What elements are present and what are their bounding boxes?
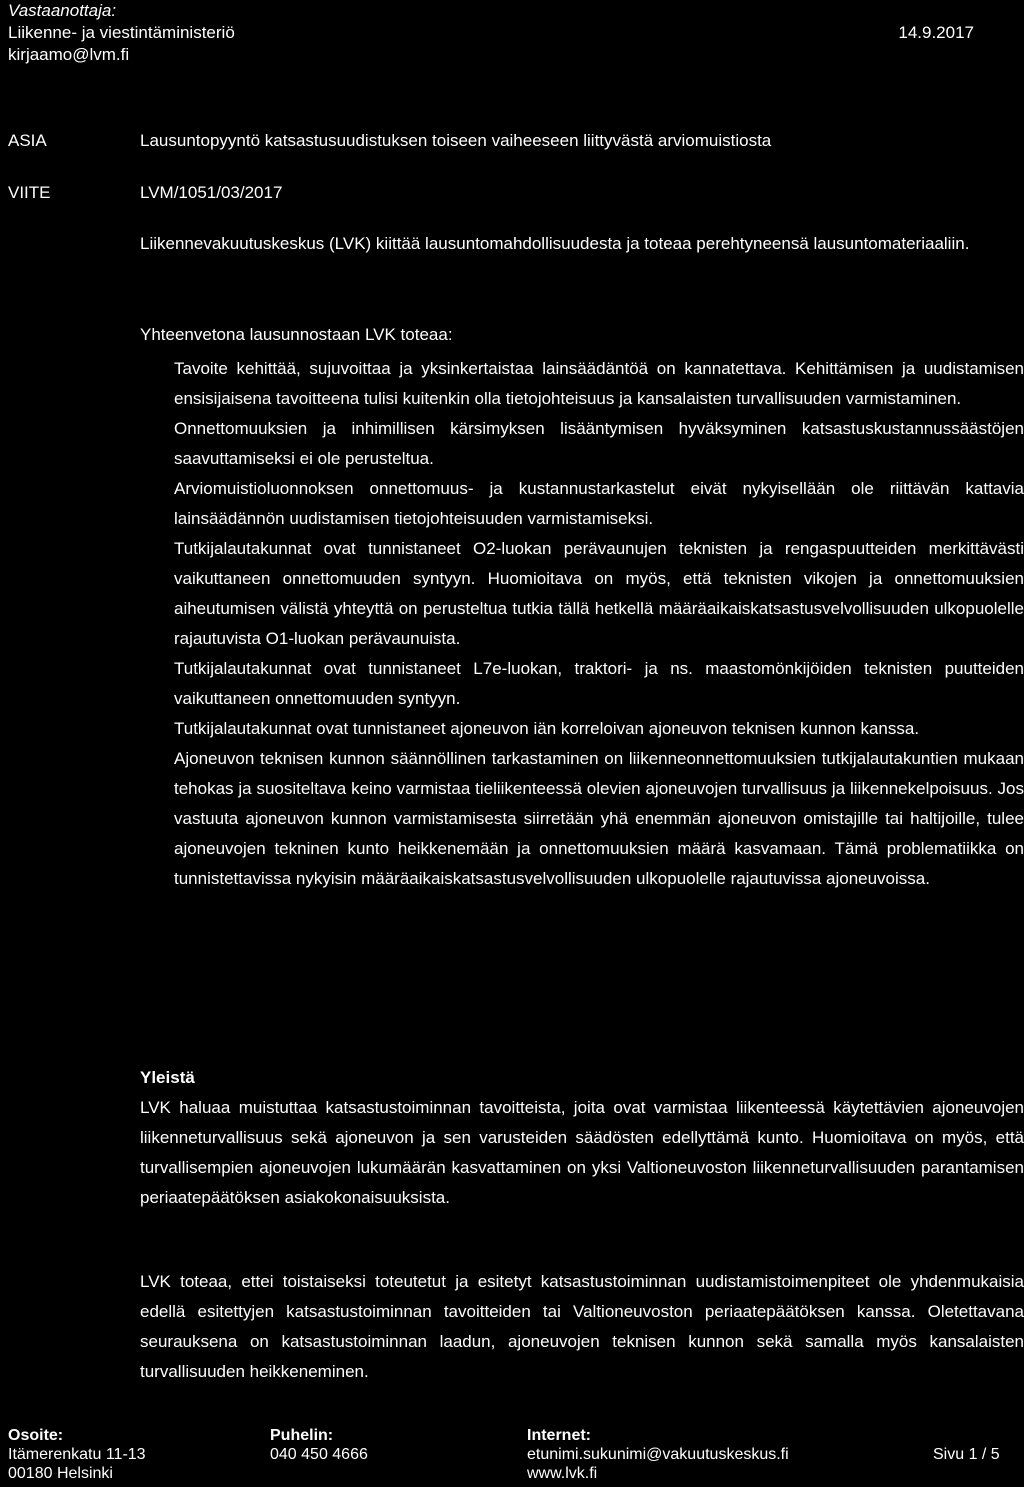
- recipient-block: [8, 0, 235, 66]
- section-heading: Yleistä: [140, 1068, 195, 1087]
- summary-point: Tavoite kehittää, sujuvoittaa ja yksinkertaistaa lainsäädäntöä on kannatettava. Kehittämisen ja uudistamisen ensisijaisena tavoitteena tulisi kuitenkin olla tietojohteisuus ja kansalaisten turvallisuuden varmistaminen.: [174, 359, 1024, 408]
- footer-internet: [527, 1426, 789, 1483]
- recipient-name: Liikenne- ja viestintäministeriö: [8, 23, 235, 42]
- summary-point: Tutkijalautakunnat ovat tunnistaneet ajoneuvon iän korreloivan ajoneuvon teknisen kunnon kanssa.: [174, 719, 920, 738]
- asia-value: Lausuntopyyntö katsastusuudistuksen toiseen vaiheeseen liittyvästä arviomuistiosta: [140, 131, 772, 150]
- address-line: 00180 Helsinki: [8, 1465, 113, 1482]
- summary-points: [174, 354, 1024, 894]
- summary-point: Ajoneuvon teknisen kunnon säännöllinen tarkastaminen on liikenneonnettomuuksien tutkijalautakuntien mukaan tehokas ja suositeltava keino varmistaa tieliikenteessä olevien ajoneuvojen turvallisuus ja liikennekelpoisuus. Jos vastuuta ajoneuvon kunnon varmistamisesta siirretään yhä enemmän ajoneuvon omistajille tai haltijoille, tulee ajoneuvojen tekninen kunto heikkenemään ja onnettomuuksien määrä kasvamaan. Tämä problematiikka on tunnistettavissa nykyisin määräaikaiskatsastusvelvollisuuden ulkopuolelle rajautuvissa ajoneuvoissa.: [174, 749, 1024, 888]
- summary-point: Arviomuistioluonnoksen onnettomuus- ja kustannustarkastelut eivät nykyisellään ole riittävän kattavia lainsäädännön uudistamisen tietojohteisuuden varmistamiseksi.: [174, 479, 1024, 528]
- footer-phone: [270, 1426, 368, 1464]
- intro-paragraph: Liikennevakuutuskeskus (LVK) kiittää lausuntomahdollisuudesta ja toteaa perehtyneensä lausuntomateriaaliin.: [140, 234, 970, 253]
- summary-heading: Yhteenvetona lausunnostaan LVK toteaa:: [140, 325, 453, 344]
- viite-label: VIITE: [8, 183, 51, 202]
- phone-label: Puhelin:: [270, 1427, 334, 1444]
- document-date: 14.9.2017: [898, 23, 974, 42]
- phone-number: 040 450 4666: [270, 1446, 368, 1463]
- address-line: Itämerenkatu 11-13: [8, 1446, 146, 1463]
- conclusion-paragraph: LVK toteaa, ettei toistaiseksi toteutetut ja esitetyt katsastustoiminnan uudistamistoimenpiteet ole yhdenmukaisia edellä esitettyjen katsastustoiminnan tavoitteiden tai Valtioneuvoston periaatepäätöksen kanssa. Oletettavana seurauksena on katsastustoiminnan laadun, ajoneuvojen teknisen kunnon sekä samalla myös kansalaisten turvallisuuden heikkeneminen.: [140, 1272, 1024, 1381]
- internet-label: Internet:: [527, 1427, 591, 1444]
- summary-point: Tutkijalautakunnat ovat tunnistaneet O2-luokan perävaunujen teknisten ja rengaspuutteiden merkittävästi vaikuttaneen onnettomuuden syntyyn. Huomioitava on myös, että teknisten vikojen ja onnettomuuksien aiheutumisen välistä yhteyttä on perusteltua tutkia tällä hetkellä määräaikaiskatsastusvelvollisuuden ulkopuolelle rajautuvista O1-luokan perävaunuista.: [174, 539, 1024, 648]
- page-number: Sivu 1 / 5: [933, 1446, 1000, 1463]
- recipient-label: Vastaanottaja:: [8, 1, 117, 20]
- conclusion-section: [140, 1267, 1024, 1387]
- website-link[interactable]: www.lvk.fi: [527, 1465, 598, 1482]
- asia-label: ASIA: [8, 131, 47, 150]
- general-paragraph: LVK haluaa muistuttaa katsastustoiminnan tavoitteista, joita ovat varmistaa liikenteessä käytettävien ajoneuvojen liikenneturvallisuus sekä ajoneuvon ja sen varusteiden säädösten edellyttämä kunto. Huomioitava on myös, että turvallisempien ajoneuvojen lukumäärän kasvattaminen on yksi Valtioneuvoston liikenneturvallisuuden parantamisen periaatepäätöksen asiakokonaisuuksista.: [140, 1098, 1024, 1207]
- viite-value: LVM/1051/03/2017: [140, 183, 283, 202]
- summary-point: Onnettomuuksien ja inhimillisen kärsimyksen lisääntymisen hyväksyminen katsastuskustannussäästöjen saavuttamiseksi ei ole perusteltua.: [174, 419, 1024, 468]
- general-section: [140, 1063, 1024, 1213]
- recipient-email: kirjaamo@lvm.fi: [8, 45, 130, 64]
- footer-address: [8, 1426, 146, 1483]
- address-label: Osoite:: [8, 1427, 64, 1444]
- summary-point: Tutkijalautakunnat ovat tunnistaneet L7e-luokan, traktori- ja ns. maastomönkijöiden teknisten puutteiden vaikuttaneen onnettomuuden syntyyn.: [174, 659, 1024, 708]
- email-link[interactable]: etunimi.sukunimi@vakuutuskeskus.fi: [527, 1446, 789, 1463]
